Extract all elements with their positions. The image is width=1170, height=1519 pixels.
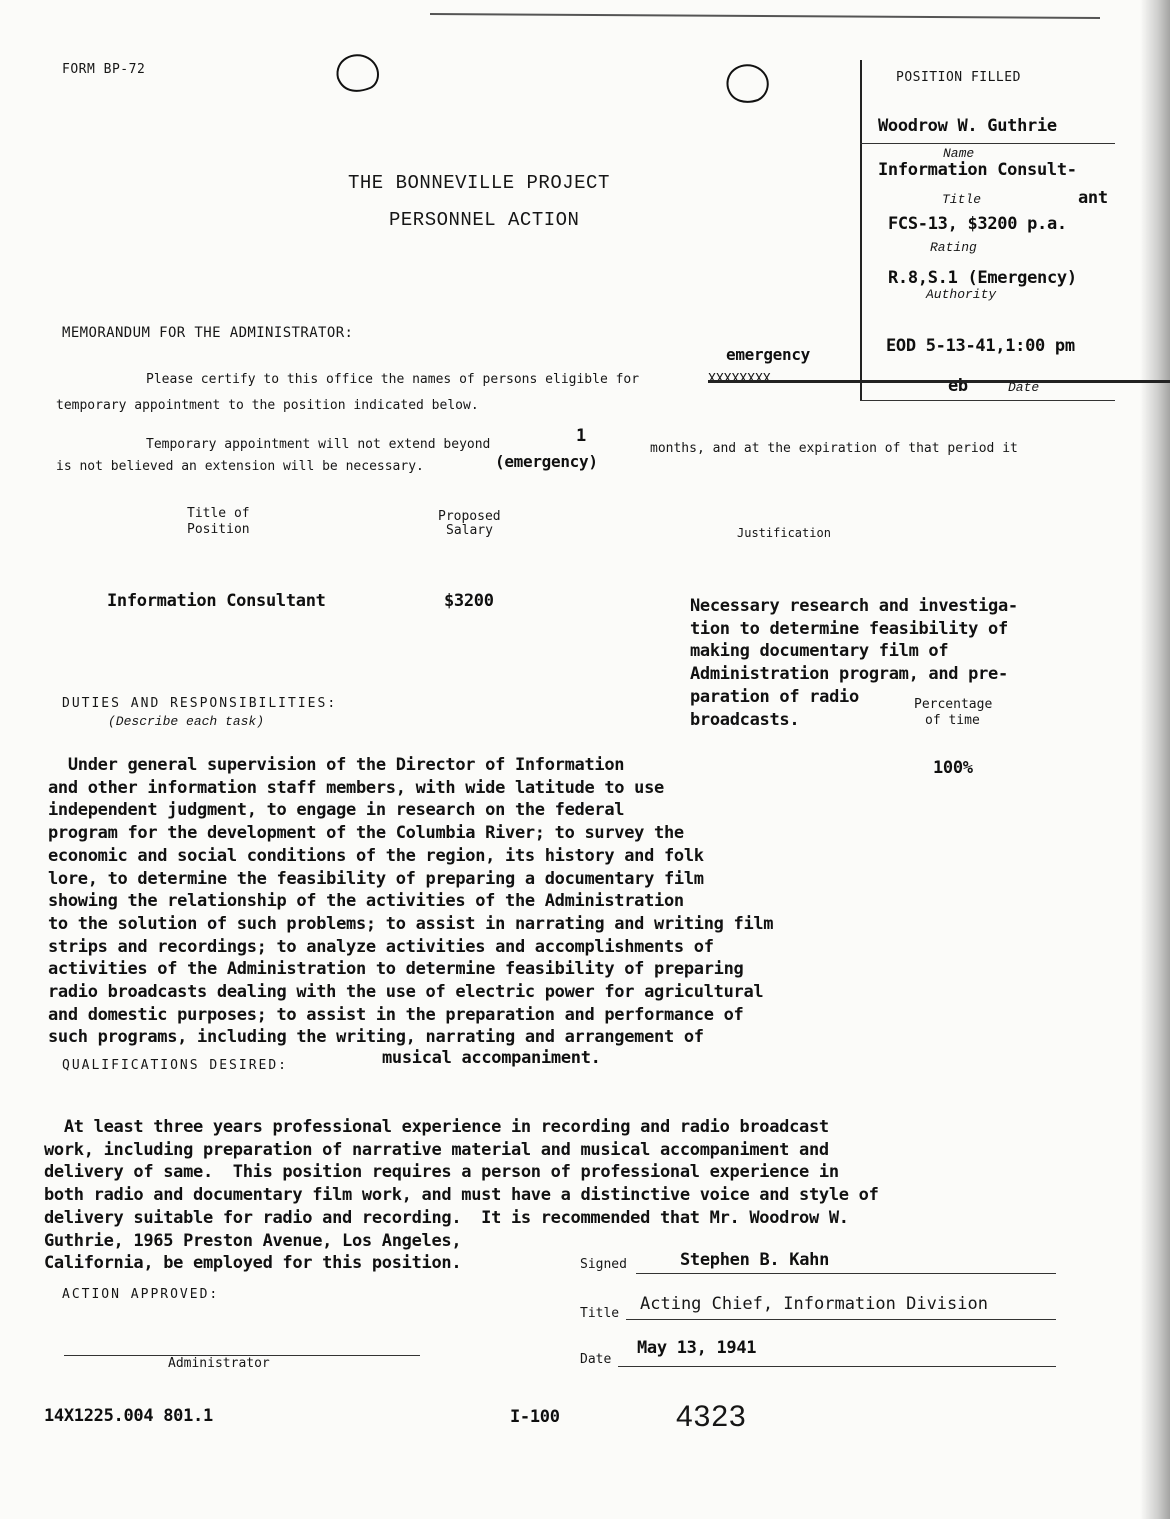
document-subtitle: PERSONNEL ACTION xyxy=(389,209,580,231)
document-number: 4323 xyxy=(676,1400,747,1433)
emergency-insert: emergency xyxy=(726,345,810,364)
date-rule xyxy=(618,1366,1056,1367)
punch-hole-right-icon xyxy=(718,56,778,116)
authority-label: Authority xyxy=(926,287,997,302)
col-title-header-1: Title of xyxy=(187,506,250,521)
temp-appointment-text-cont: months, and at the expiration of that period it xyxy=(650,441,1018,456)
position-filled-title: Information Consult- xyxy=(878,160,1077,180)
position-filled-initials: eb xyxy=(948,376,968,396)
title-label-signature: Title xyxy=(580,1306,620,1321)
qualifications-text: At least three years professional experience in recording and radio broadcast work, including preparation of narrative material and musical accompaniment and delivery of same. This position requires a person of professional experience in both radio and documentary film work, and must have a distinctive voice and style of delivery suitable for radio and recording. It is recommended that Mr. Woodrow W. Guthrie, 1965 Preston Avenue, Los Angeles, California, be employed for this position. xyxy=(44,1117,879,1274)
extension-text: is not believed an extension will be necessary. xyxy=(56,459,424,474)
certify-text-line2: temporary appointment to the position indicated below. xyxy=(56,398,479,413)
top-scan-line xyxy=(0,0,1170,40)
duties-heading: DUTIES AND RESPONSIBILITIES: xyxy=(62,696,338,711)
position-filled-authority: R.8,S.1 (Emergency) xyxy=(888,268,1077,288)
position-filled-rating: FCS-13, $3200 p.a. xyxy=(888,214,1067,234)
months-value: 1 xyxy=(576,426,586,446)
emergency-note: (emergency) xyxy=(495,452,598,471)
position-box-bottom-border xyxy=(860,400,1115,401)
signer-title: Acting Chief, Information Division xyxy=(640,1294,988,1314)
punch-hole-left-icon xyxy=(330,48,390,108)
form-number: FORM BP-72 xyxy=(62,62,146,77)
footer-code-left: 14X1225.004 801.1 xyxy=(44,1406,213,1426)
position-filled-header: POSITION FILLED xyxy=(896,70,1021,85)
action-approved-heading: ACTION APPROVED: xyxy=(62,1287,220,1302)
position-title: Information Consultant xyxy=(107,591,326,611)
col-salary-header-2: Salary xyxy=(446,523,493,538)
duties-subheading: (Describe each task) xyxy=(108,714,265,729)
duties-text: Under general supervision of the Director of Information and other information staff members, with wide latitude to use independent judgment, to engage in research on the federal program for the development of the Columbia River; to survey the economic and social conditions of the region, its history and folk lore, to determine the feasibility of preparing a documentary film showing the relationship of the activities of the Administration to the solution of such problems; to assist in narrating and writing film strips and recordings; to analyze activities and accomplishments of activities of the Administration to determine feasibility of preparing radio broadcasts dealing with the use of electric power for agricultural and domestic purposes; to assist in the preparation and performance of such programs, including the writing, narrating and arrangement of xyxy=(48,755,774,1048)
title-rule xyxy=(626,1319,1056,1320)
position-filled-title-cont: ant xyxy=(1078,188,1108,208)
col-justification-header: Justification xyxy=(737,526,831,540)
col-salary-header-1: Proposed xyxy=(438,509,501,524)
position-filled-name: Woodrow W. Guthrie xyxy=(878,116,1057,136)
administrator-label: Administrator xyxy=(168,1356,270,1371)
percentage-value: 100% xyxy=(933,758,973,778)
document-title: THE BONNEVILLE PROJECT xyxy=(348,172,610,194)
position-filled-eod: EOD 5-13-41,1:00 pm xyxy=(886,336,1075,356)
memo-heading: MEMORANDUM FOR THE ADMINISTRATOR: xyxy=(62,325,354,341)
signed-label: Signed xyxy=(580,1257,627,1272)
percentage-label-2: of time xyxy=(925,713,980,728)
position-box-left-border xyxy=(860,60,862,400)
title-label: Title xyxy=(942,192,982,207)
qualifications-heading: QUALIFICATIONS DESIRED: xyxy=(62,1058,289,1073)
date-label: Date xyxy=(1008,380,1040,395)
footer-code-mid: I-100 xyxy=(510,1407,560,1427)
signed-name: Stephen B. Kahn xyxy=(680,1250,830,1270)
scan-shadow-edge xyxy=(1140,0,1170,1519)
percentage-label-1: Percentage xyxy=(914,697,993,712)
temp-appointment-text: Temporary appointment will not extend beyond xyxy=(146,437,491,452)
position-box-name-rule xyxy=(860,143,1115,144)
col-title-header-2: Position xyxy=(187,522,250,537)
justification-text: Necessary research and investiga- tion to determine feasibility of making documentary film of Administration program, and pre- paration of radio broadcasts. xyxy=(690,596,1018,730)
duties-text-last-line: musical accompaniment. xyxy=(382,1048,601,1068)
signed-rule xyxy=(636,1273,1056,1274)
certify-text-line1: Please certify to this office the names of persons eligible for xyxy=(146,372,640,387)
proposed-salary: $3200 xyxy=(444,591,494,611)
name-label: Name xyxy=(943,146,975,161)
rating-label: Rating xyxy=(930,240,977,255)
date-label-signature: Date xyxy=(580,1352,612,1367)
struck-word: XXXXXXXX xyxy=(708,372,1170,387)
signed-date: May 13, 1941 xyxy=(637,1338,757,1358)
